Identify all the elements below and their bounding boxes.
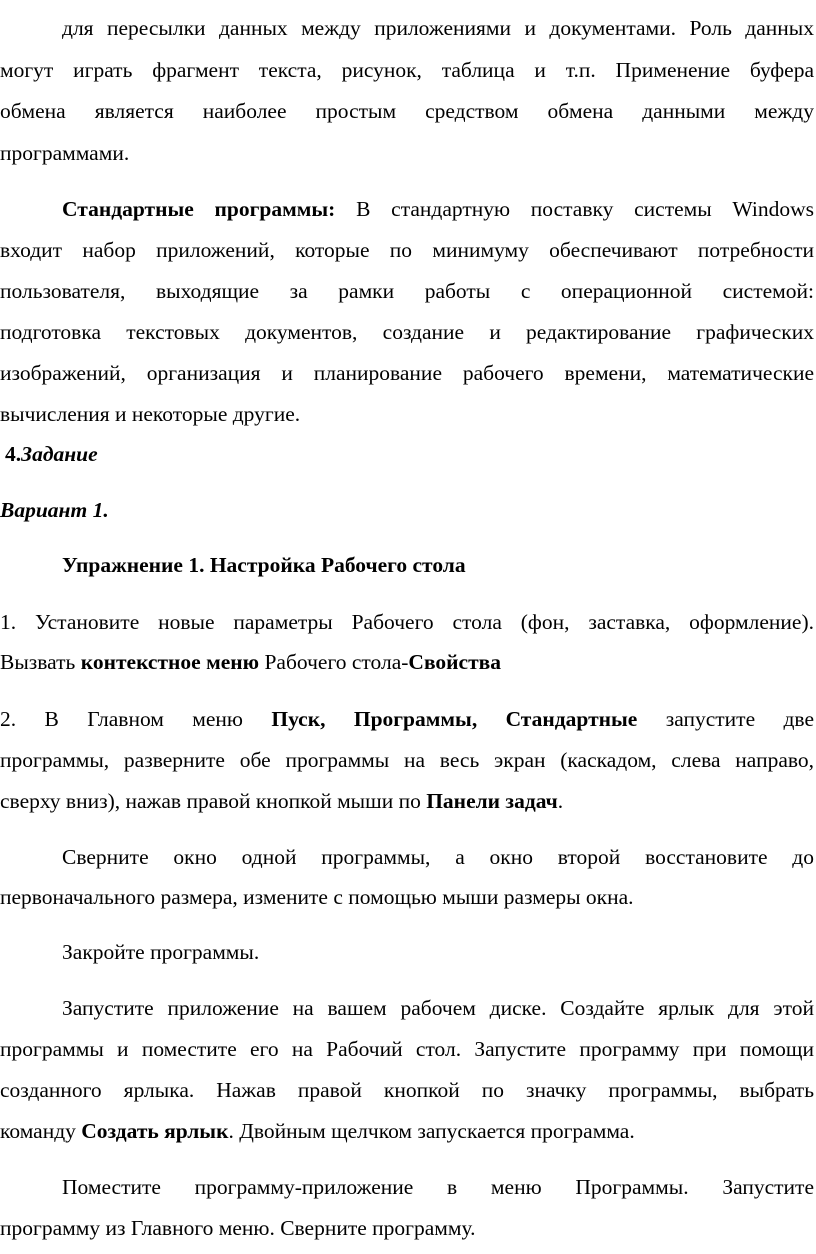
paragraph-standard-programs-line-4: подготовка текстовых документов, создание и редактирование графических [0, 320, 814, 344]
paragraph-minimize-line-2: первоначального размера, измените с помощью мыши размеры окна. [0, 885, 634, 909]
item-1-line-2: Вызвать контекстное меню Рабочего стола-Свойства [0, 650, 502, 674]
paragraph-standard-programs-line-3: пользователя, выходящие за рамки работы с операционной системой: [0, 279, 814, 303]
paragraph-clipboard-line-3: обмена является наиболее простым средством обмена данными между [0, 99, 814, 123]
paragraph-standard-programs-line-6: вычисления и некоторые другие. [0, 402, 301, 426]
paragraph-close-programs: Закройте программы. [62, 940, 260, 964]
paragraph-standard-programs-line-5: изображений, организация и планирование рабочего времени, математические [0, 361, 814, 385]
paragraph-clipboard-line-4: программами. [0, 141, 130, 165]
context-menu-term: контекстное меню [80, 650, 260, 674]
standard-programs-heading: Стандартные программы: [62, 197, 336, 221]
paragraph-standard-programs-line-1: Стандартные программы: В стандартную поставку системы Windows [62, 197, 814, 221]
paragraph-programs-menu-line-1: Поместите программу-приложение в меню Программы. Запустите [62, 1175, 814, 1199]
item-1-line-1: 1. Установите новые параметры Рабочего стола (фон, заставка, оформление). [0, 610, 814, 634]
item-2-line-1: 2. В Главном меню Пуск, Программы, Стандартные запустите две [0, 707, 814, 731]
properties-term: Свойства [408, 650, 502, 674]
task-heading: 4.Задание [5, 442, 98, 466]
create-shortcut-term: Создать ярлык [81, 1119, 229, 1143]
variant-heading: Вариант 1. [0, 498, 109, 522]
paragraph-shortcut-line-4: команду Создать ярлык. Двойным щелчком запускается программа. [0, 1119, 635, 1143]
paragraph-clipboard-line-1: для пересылки данных между приложениями и документами. Роль данных [62, 16, 814, 40]
item-2-line-3: сверху вниз), нажав правой кнопкой мыши по Панели задач. [0, 789, 564, 813]
paragraph-shortcut-line-3: созданного ярлыка. Нажав правой кнопкой по значку программы, выбрать [0, 1078, 814, 1102]
taskbar-term: Панели задач [426, 789, 558, 813]
exercise-title: Упражнение 1. Настройка Рабочего стола [62, 553, 466, 577]
item-2-line-2: программы, разверните обе программы на весь экран (каскадом, слева направо, [0, 748, 814, 772]
paragraph-clipboard-line-2: могут играть фрагмент текста, рисунок, таблица и т.п. Применение буфера [0, 58, 814, 82]
start-menu-path: Пуск, Программы, Стандартные [271, 707, 638, 731]
paragraph-shortcut-line-2: программы и поместите его на Рабочий стол. Запустите программу при помощи [0, 1037, 814, 1061]
paragraph-shortcut-line-1: Запустите приложение на вашем рабочем диске. Создайте ярлык для этой [62, 996, 814, 1020]
paragraph-minimize-line-1: Сверните окно одной программы, а окно второй восстановите до [62, 845, 814, 869]
paragraph-standard-programs-line-2: входит набор приложений, которые по минимуму обеспечивают потребности [0, 238, 814, 262]
paragraph-programs-menu-line-2: программу из Главного меню. Сверните программу. [0, 1216, 476, 1240]
